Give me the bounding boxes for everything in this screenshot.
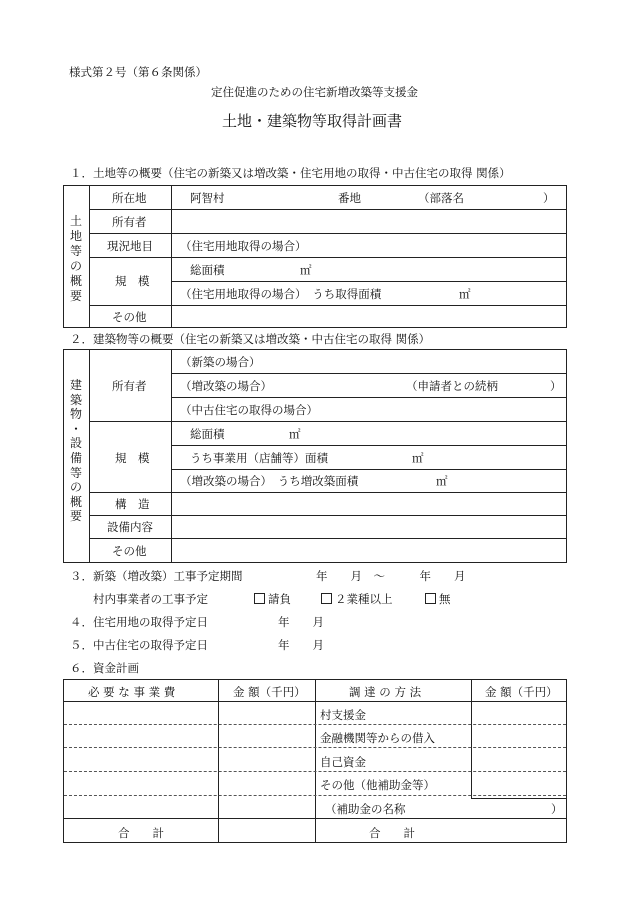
building-owner-label: 所有者 <box>112 379 147 393</box>
land-category-note: （住宅用地取得の場合） <box>180 239 307 253</box>
land-acquisition-date: 年 月 <box>278 615 324 629</box>
contractor-option-multi[interactable]: ２業種以上 <box>321 591 393 607</box>
page-title: 土地・建築物等取得計画書 <box>222 112 403 130</box>
total-label: 合 計 <box>118 826 164 840</box>
used-house-acquisition-label: ５．中古住宅の取得予定日 <box>70 638 208 652</box>
land-total-area: 総面積 <box>190 263 225 277</box>
building-unit-1: ㎡ <box>289 427 301 441</box>
location-label: 所在地 <box>112 191 147 205</box>
subsidy-name-close: ） <box>551 802 563 816</box>
building-total-area: 総面積 <box>190 427 225 441</box>
building-relation: （申請者との続柄 <box>406 379 498 393</box>
location-close: ） <box>543 191 555 205</box>
land-category-label: 現況地目 <box>107 239 153 253</box>
building-other-label: その他 <box>112 544 147 558</box>
building-side-label: 建 築 物 ・ 設 備 等 の 概 要 <box>69 378 82 524</box>
used-house-acquisition-date: 年 月 <box>278 638 324 652</box>
form-number: 様式第２号（第６条関係） <box>69 65 207 79</box>
contractor-option-none[interactable]: 無 <box>425 591 451 607</box>
section-building-heading: ２．建築物等の概要（住宅の新築又は増改築・中古住宅の取得 関係） <box>70 332 431 346</box>
method-own-funds: 自己資金 <box>320 755 366 769</box>
building-extension-area: （増改築の場合） うち増改築面積 <box>180 474 359 488</box>
building-used-case: （中古住宅の取得の場合） <box>180 403 318 417</box>
location-village: 阿智村 <box>190 191 225 205</box>
land-side-label: 土 地 等 の 概 要 <box>69 214 82 303</box>
building-structure-label: 構 造 <box>115 497 150 511</box>
contractor-label: 村内事業者の工事予定 <box>93 592 208 606</box>
building-unit-2: ㎡ <box>412 451 424 465</box>
subsidy-name-label: （補助金の名称 <box>325 802 406 816</box>
land-acquire-area: （住宅用地取得の場合） うち取得面積 <box>180 287 382 301</box>
checkbox-icon[interactable] <box>425 593 436 604</box>
construction-period-label: ３．新築（増改築）工事予定期間 <box>70 569 243 583</box>
land-acquisition-label: ４．住宅用地の取得予定日 <box>70 615 208 629</box>
building-extension-case: （増改築の場合） <box>180 379 272 393</box>
building-unit-3: ㎡ <box>436 474 448 488</box>
location-area: （部落名 <box>418 191 464 205</box>
building-equipment-label: 設備内容 <box>107 520 153 534</box>
construction-period-value: 年 月 ～ 年 月 <box>316 569 466 583</box>
total-label-2: 合 計 <box>369 826 415 840</box>
col-header-expense: 必 要 な 事 業 費 <box>88 685 176 699</box>
location-lot: 番地 <box>338 191 361 205</box>
building-relation-close: ） <box>550 379 562 393</box>
method-loan: 金融機関等からの借入 <box>320 731 435 745</box>
checkbox-icon[interactable] <box>321 593 332 604</box>
method-village-support: 村支援金 <box>320 708 366 722</box>
building-new-case: （新築の場合） <box>180 355 261 369</box>
land-other-label: その他 <box>112 310 147 324</box>
col-header-amount: 金 額（千円） <box>233 685 306 699</box>
funding-plan-label: ６．資金計画 <box>70 661 139 675</box>
col-header-amount-2: 金 額（千円） <box>485 685 558 699</box>
land-scale-label: 規 模 <box>115 274 150 288</box>
col-header-method: 調 達 の 方 法 <box>349 685 422 699</box>
land-unit-2: ㎡ <box>459 287 471 301</box>
section-land-heading: １．土地等の概要（住宅の新築又は増改築・住宅用地の取得・中古住宅の取得 関係） <box>70 166 511 180</box>
building-business-area: うち事業用（店舗等）面積 <box>190 451 328 465</box>
land-unit-1: ㎡ <box>300 263 312 277</box>
form-subtitle: 定住促進のための住宅新増改築等支援金 <box>211 85 418 99</box>
contractor-option-contract[interactable]: 請負 <box>254 591 291 607</box>
land-owner-label: 所有者 <box>112 215 147 229</box>
method-other: その他（他補助金等） <box>320 778 435 792</box>
building-scale-label: 規 模 <box>115 451 150 465</box>
checkbox-icon[interactable] <box>254 593 265 604</box>
